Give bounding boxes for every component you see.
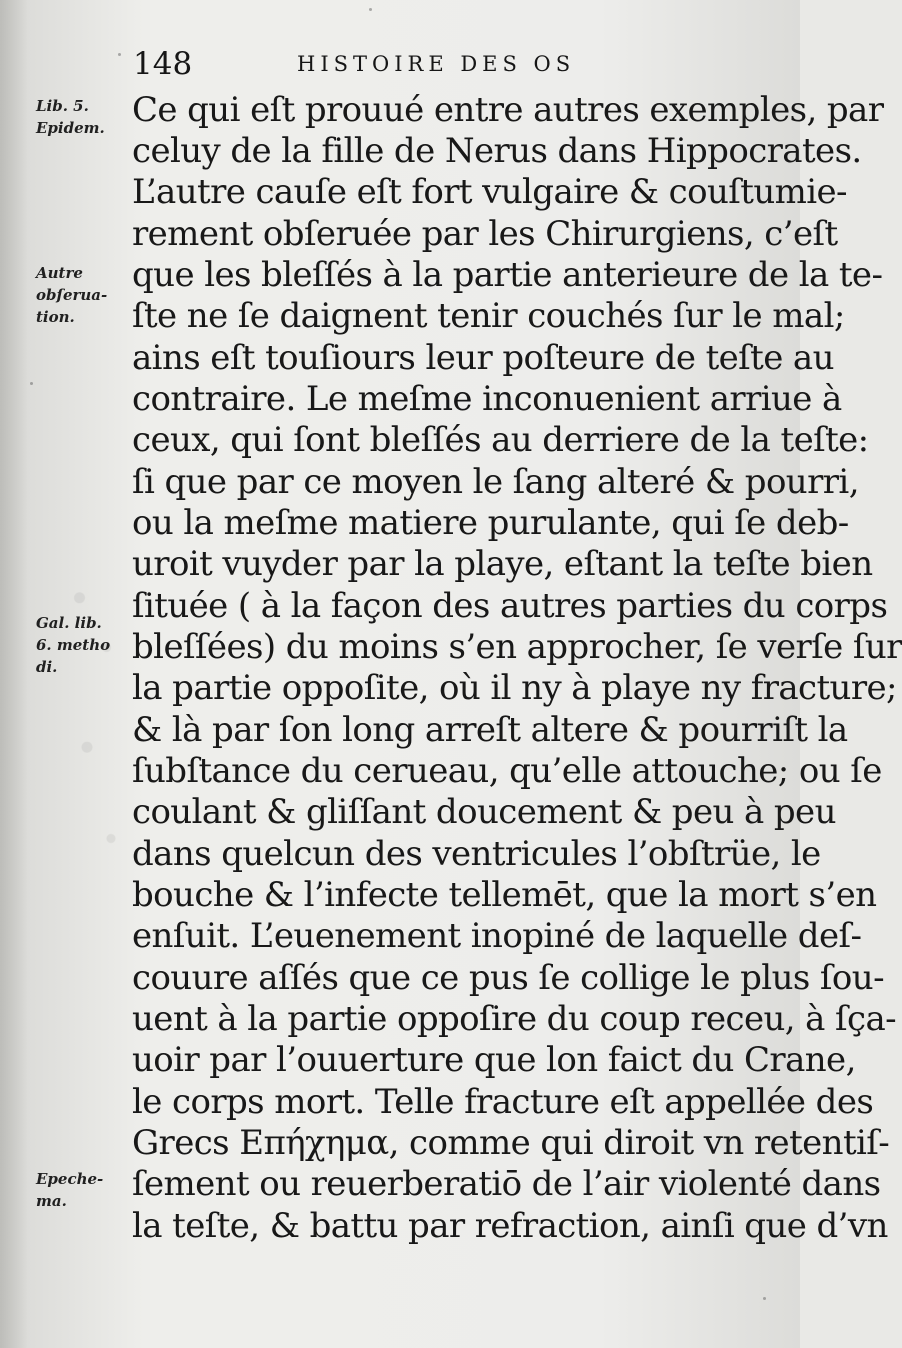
text-line: ſi que par ce moyen le ſang alteré & pourri, (132, 462, 859, 502)
text-line: ains eſt touſiours leur poſteure de teſte au (132, 338, 834, 378)
paper-speck (369, 8, 372, 11)
margin-note-epechema: Epeche- ma. (36, 1170, 104, 1210)
text-line: uent à la partie oppoſire du coup receu, à ſça- (132, 999, 897, 1039)
text-line: que les bleſſés à la partie anterieure de la te- (132, 255, 883, 295)
text-line: ſement ou reuerberatiō de l’air violenté dans (132, 1164, 881, 1204)
margin-note-autre-observation: Autre obſerua- tion. (36, 264, 108, 326)
text-line: la partie oppoſite, où il ny à playe ny fracture; (132, 668, 897, 708)
text-line: la teſte, & battu par refraction, ainſi que d’vn (132, 1206, 888, 1246)
text-line: ceux, qui ſont bleſſés au derriere de la teſte: (132, 420, 869, 460)
text-line: dans quelcun des ventricules l’obſtrüe, le (132, 834, 821, 874)
text-line: ſituée ( à la façon des autres parties du corps (132, 586, 888, 626)
text-line: uroit vuyder par la playe, eſtant la teſte bien (132, 544, 873, 584)
page-header (133, 42, 743, 86)
text-line: couure aſſés que ce pus ſe collige le plus ſou- (132, 958, 884, 998)
text-line: ſubſtance du cerueau, qu’elle attouche; ou ſe (132, 751, 882, 791)
text-line: le corps mort. Telle fracture eſt appellée des (132, 1082, 874, 1122)
text-line: & là par ſon long arreſt altere & pourriſt la (132, 710, 848, 750)
text-line: enſuit. L’euenement inopiné de laquelle deſ- (132, 916, 862, 956)
text-line: ou la meſme matiere purulante, qui ſe deb- (132, 503, 849, 543)
text-line: contraire. Le meſme inconuenient arriue à (132, 379, 842, 419)
text-line: uoir par l’ouuerture que lon faict du Crane, (132, 1040, 856, 1080)
text-line: celuy de la fille de Nerus dans Hippocrates. (132, 131, 862, 171)
text-line: Grecs Επήχημα, comme qui diroit vn retentiſ- (132, 1123, 890, 1163)
text-line: rement obſeruée par les Chirurgiens, c’eſt (132, 214, 838, 254)
page-number: 148 (133, 46, 193, 82)
text-line: ſte ne ſe daignent tenir couchés ſur le mal; (132, 296, 845, 336)
text-line: L’autre cauſe eſt fort vulgaire & couſtumie- (132, 172, 847, 212)
text-line: Ce qui eſt prouué entre autres exemples, par (132, 90, 884, 130)
running-title: HISTOIRE DES OS (297, 52, 576, 76)
text-line: bleſſées) du moins s’en approcher, ſe verſe ſur (132, 627, 902, 667)
margin-note-galen: Gal. lib. 6. metho di. (36, 614, 111, 676)
paper-speck (30, 382, 33, 385)
paper-speck (763, 1297, 766, 1300)
show-through-marks (57, 548, 132, 963)
text-line: coulant & gliſſant doucement & peu à peu (132, 792, 836, 832)
paper-speck (118, 53, 121, 56)
margin-note-lib-epidem: Lib. 5. Epidem. (36, 97, 105, 137)
text-line: bouche & l’infecte tellemēt, que la mort s’en (132, 875, 877, 915)
